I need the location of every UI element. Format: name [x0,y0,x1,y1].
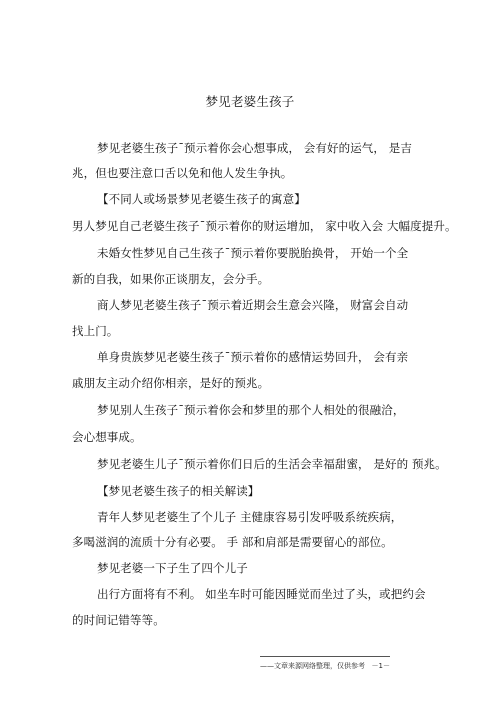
paragraph-line: 梦见别人生孩子¯预示着你会和梦里的那个人相处的很融洽， [97,403,405,417]
page-title: 梦见老婆生孩子 [205,94,295,109]
paragraph-line: 新的自我，如果你正谈朋友，会分手。 [72,272,270,286]
paragraph-line: 青年人梦见老婆生了个儿子 主健康容易引发呼吸系统疾病， [97,510,403,524]
paragraph-line: 未婚女性梦见自己生孩子¯预示着你要脱胎换骨， 开始一个全 [97,246,409,260]
paragraph-line: 戚朋友主动介绍你相亲，是好的预兆。 [72,376,270,390]
paragraph-line: 多喝滋润的流质十分有必要。 手 部和肩部是需要留心的部位。 [72,535,393,549]
section-heading: 【不同人或场景梦见老婆生孩子的寓意】 [97,192,306,206]
paragraph-line: 出行方面将有不利。 如坐车时可能因睡觉而坐过了头，或把约会 [97,587,426,601]
paragraph-line: 找上门。 [72,324,119,338]
paragraph-line: 兆，但也要注意口舌以免和他人发生争执。 [72,166,293,180]
paragraph-line: 单身贵族梦见老婆生孩子¯预示着你的感情运势回升， 会有亲 [97,350,409,364]
footer-page-number: －1－ [371,662,390,670]
paragraph-line: 梦见老婆一下子生了四个儿子 [97,561,248,575]
paragraph-line: 的时间记错等等。 [72,613,165,627]
paragraph-line: 会心想事成。 [72,430,142,444]
footer-source-note: ——文章来源网络整理，仅供参考 [260,662,365,670]
page-footer [260,656,390,671]
paragraph-line: 梦见老婆生孩子¯预示着你会心想事成， 会有好的运气， 是吉 [97,141,412,155]
section-heading: 【梦见老婆生孩子的相关解读】 [97,484,260,498]
paragraph-line: 男人梦见自己老婆生孩子¯预示着你的财运增加， 家中收入会 大幅度提升。 [72,219,457,233]
paragraph-line: 梦见老婆生儿子¯预示着你们日后的生活会幸福甜蜜， 是好的 预兆。 [97,457,447,471]
paragraph-line: 商人梦见老婆生孩子¯预示着近期会生意会兴隆， 财富会自动 [97,298,409,312]
